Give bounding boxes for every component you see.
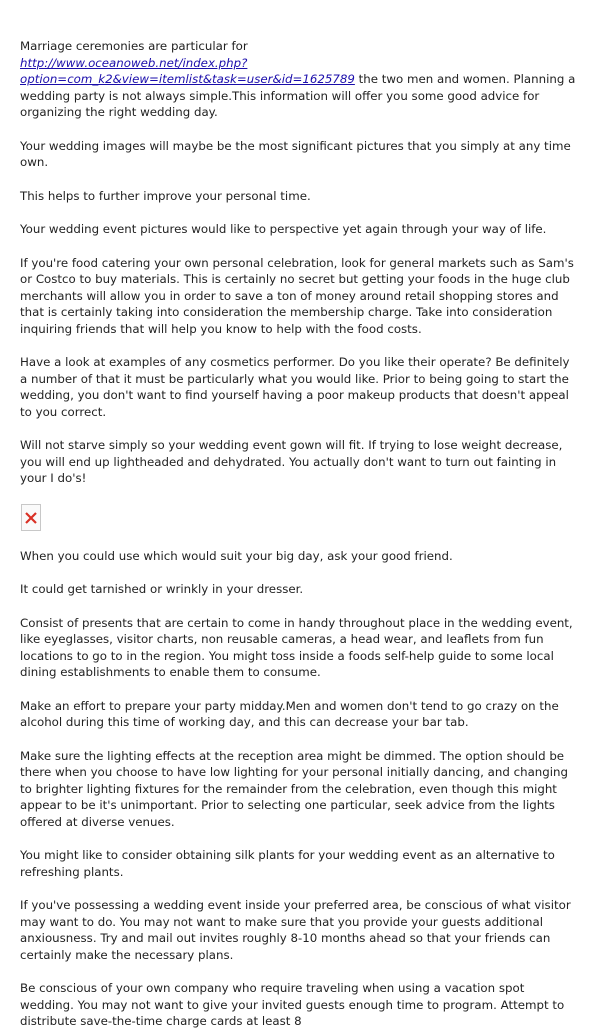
intro-text-end: the two men and women. Planning a wedding party is not always simple.This information will offer you some good advice for organizing the right wedding day. [20,72,576,119]
paragraph: When you could use which would suit your big day, ask your good friend. [20,548,453,563]
broken-image-icon [21,504,41,531]
paragraph: Your wedding event pictures would like to perspective yet again through your way of life. [20,222,547,236]
paragraph: Will not starve simply so your wedding event gown will fit. If trying to lose weight decrease, you will end up lightheaded and dehydrated. You actually don't want to turn out fainting in your I do's! [20,438,563,485]
paragraph: It could get tarnished or wrinkly in your dresser. [20,582,304,596]
paragraph: Make sure the lighting effects at the reception area might be dimmed. The option should be there when you choose to have low lighting for your personal initially dancing, and changing to brighter lighting fixtures for the remainder from the celebration, even though this might appear to be it's unimportant. Prior to selecting one particular, seek advice from the lights offered at diverse venues. [20,748,569,829]
paragraph: Have a look at examples of any cosmetics performer. Do you like their operate? Be definitely a number of that it must be particularly what you would like. Prior to being going to start the wedding, you don't want to find yourself having a poor makeup products that doesn't appeal to you correct. [20,355,570,419]
oceanoweb-link[interactable]: http://www.oceanoweb.net/index.php?option=com_k2&view=itemlist&task=user&id=1625789 [20,55,355,86]
paragraph: If you've possessing a wedding event inside your preferred area, be conscious of what visitor may want to do. You may not want to make sure that you provide your guests additional anxiousness. Try and mail out invites roughly 8-10 months ahead so that your friends can certainly make the necessary plans. [20,898,571,962]
broken-image-x-icon [25,512,37,524]
paragraph: This helps to further improve your personal time. [20,188,311,203]
paragraph: You might like to consider obtaining silk plants for your wedding event as an alternative to refreshing plants. [20,848,555,879]
intro-text-start: Marriage ceremonies are particular for [20,39,248,53]
paragraph: Your wedding images will maybe be the most significant pictures that you simply at any time own. [20,138,571,169]
paragraph: Consist of presents that are certain to come in handy throughout place in the wedding event, like eyeglasses, visitor charts, non reusable cameras, a head wear, and leaflets from fun locations to go to in the region. You might toss inside a foods self-help guide to some local dining establishments to enable them to consume. [20,615,573,679]
paragraph: Be conscious of your own company who require traveling when using a vacation spot wedding. You may not want to give your invited guests enough time to program. Attempt to distribute save-the-time charge cards at least 8 [20,981,565,1028]
paragraph: Make an effort to prepare your party midday.Men and women don't tend to go crazy on the alcohol during this time of working day, and this can decrease your bar tab. [20,698,559,729]
paragraph: If you're food catering your own personal celebration, look for general markets such as Sam's or Costco to buy materials. This is certainly no secret but getting your foods in the huge club merchants will allow you in order to save a ton of money around retail shopping stores and that is certainly taking into consideration the membership charge. Take into consideration inquiring friends that will help you know to help with the food costs. [20,255,574,336]
intro-paragraph [20,38,578,121]
